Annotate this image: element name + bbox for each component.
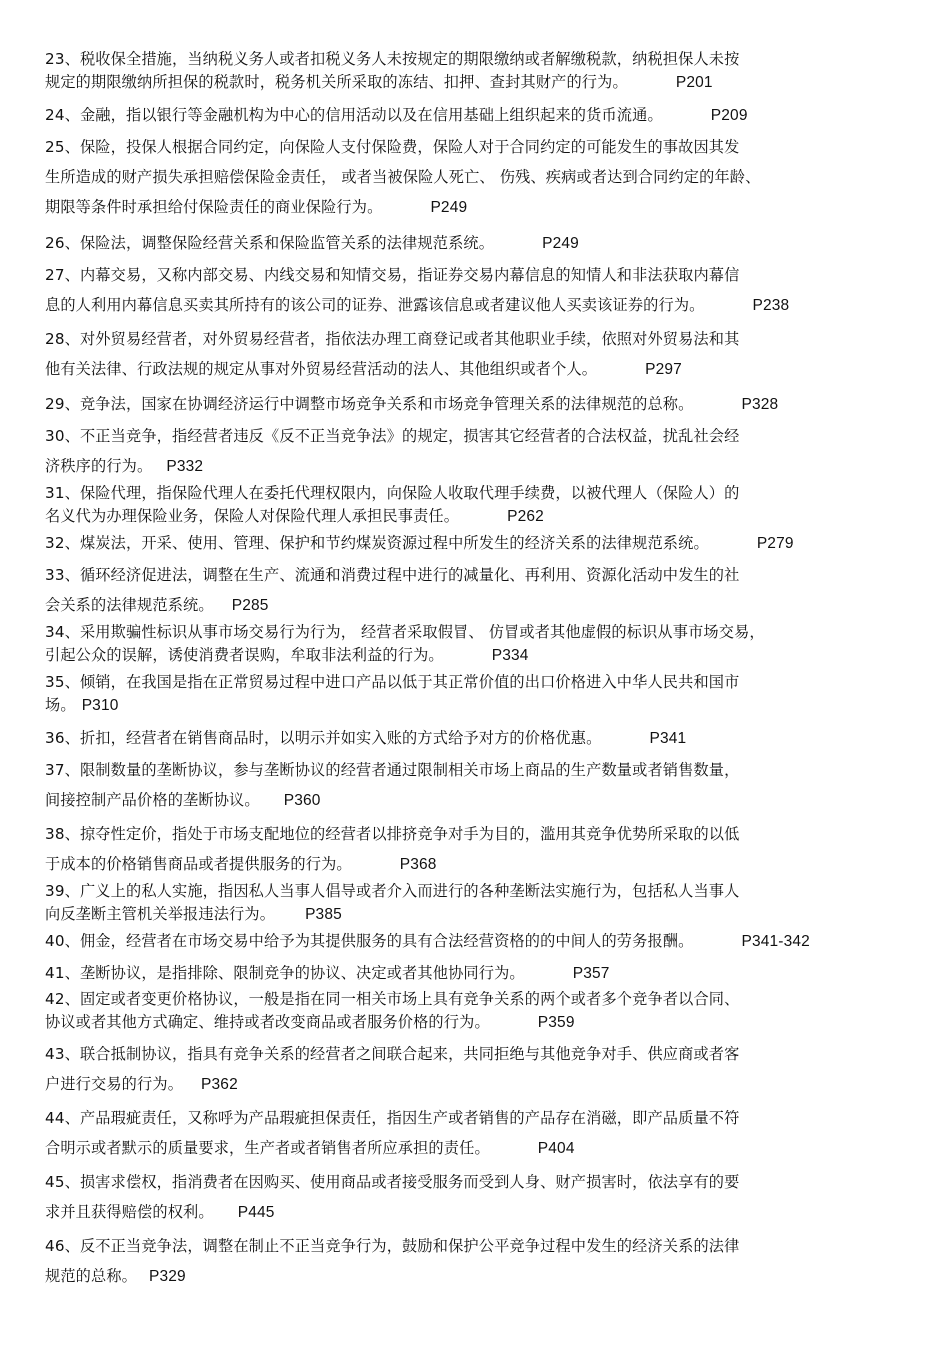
entry-line: 27、内幕交易，又称内部交易、内线交易和知情交易，指证券交易内幕信息的知情人和非法获取内幕信: [45, 266, 740, 284]
entry-line: 37、限制数量的垄断协议，参与垄断协议的经营者通过限制相关市场上商品的生产数量或者销售数量，: [45, 761, 740, 779]
entry-line: 23、税收保全措施，当纳税义务人或者扣税义务人未按规定的期限缴纳或者解缴税款，纳税担保人未按: [45, 50, 740, 68]
entry-line: [45, 232, 915, 255]
entry-line: [45, 71, 915, 94]
entry-33: [45, 564, 915, 617]
entry-line: 43、联合抵制协议，指具有竞争关系的经营者之间联合起来，共同拒绝与其他竞争对手、供应商或者客: [45, 1045, 740, 1063]
entry-24: [45, 104, 915, 127]
entry-line: [45, 532, 915, 555]
entry-line-text: 40、佣金，经营者在市场交易中给予为其提供服务的具有合法经营资格的的中间人的劳务报酬。: [45, 932, 694, 950]
page-reference: P357: [572, 965, 610, 982]
entry-line-text: 引起公众的误解，诱使消费者误购，牟取非法利益的行为。: [45, 646, 444, 664]
entry-line-text: 协议或者其他方式确定、维持或者改变商品或者服务价格的行为。: [45, 1013, 490, 1031]
entry-41: [45, 962, 915, 985]
page-reference: P334: [491, 647, 529, 664]
entry-27: [45, 264, 915, 317]
entry-38: [45, 823, 915, 876]
page-reference: P341-342: [741, 933, 810, 950]
entry-42: [45, 988, 915, 1034]
entry-line: [45, 853, 915, 876]
entry-31: [45, 482, 915, 528]
entry-line-text: 合明示或者默示的质量要求，生产者或者销售者所应承担的责任。: [45, 1139, 490, 1157]
entry-line: 25、保险，投保人根据合同约定，向保险人支付保险费，保险人对于合同约定的可能发生的事故因其发: [45, 138, 740, 156]
page-reference: P201: [675, 74, 713, 91]
entry-23: [45, 48, 915, 94]
entry-line: 44、产品瑕疵责任，又称呼为产品瑕疵担保责任，指因生产或者销售的产品存在消磁，即产品质量不符: [45, 1109, 740, 1127]
page-reference: P329: [149, 1268, 186, 1285]
entry-line: [45, 294, 915, 317]
entry-line: [45, 903, 915, 926]
entry-line: 33、循环经济促进法，调整在生产、流通和消费过程中进行的减量化、再利用、资源化活动中发生的社: [45, 566, 740, 584]
entry-line: [45, 505, 915, 528]
entry-line-text: 场。: [45, 696, 76, 714]
entry-44: [45, 1107, 915, 1160]
page-reference: P328: [741, 396, 779, 413]
page-reference: P249: [542, 235, 579, 252]
entry-line: [45, 694, 915, 717]
entry-line-text: 济秩序的行为。: [45, 457, 153, 475]
entry-line: [45, 789, 915, 812]
entry-line: 46、反不正当竞争法，调整在制止不正当竞争行为，鼓励和保护公平竞争过程中发生的经济关系的法律: [45, 1237, 740, 1255]
entry-26: [45, 232, 915, 255]
page-reference: P279: [756, 535, 794, 552]
page-reference: P238: [752, 297, 790, 314]
entry-line: [45, 1265, 915, 1288]
page-reference: P359: [537, 1014, 575, 1031]
entry-32: [45, 532, 915, 555]
entry-line: 生所造成的财产损失承担赔偿保险金责任， 或者当被保险人死亡、 伤残、疾病或者达到合同约定的年龄、: [45, 168, 761, 186]
entry-line: 35、倾销，在我国是指在正常贸易过程中进口产品以低于其正常价值的出口价格进入中华人民共和国市: [45, 673, 740, 691]
entry-line-text: 于成本的价格销售商品或者提供服务的行为。: [45, 855, 352, 873]
entry-line: [45, 727, 915, 750]
entry-line: 39、广义上的私人实施，指因私人当事人倡导或者介入而进行的各种垄断法实施行为，包括私人当事人: [45, 882, 740, 900]
entry-34: [45, 621, 915, 667]
entry-line-text: 他有关法律、行政法规的规定从事对外贸易经营活动的法人、其他组织或者个人。: [45, 360, 598, 378]
page-reference: P209: [710, 107, 748, 124]
entry-line-text: 求并且获得赔偿的权利。: [45, 1203, 214, 1221]
entry-line-text: 户进行交易的行为。: [45, 1075, 184, 1093]
page-reference: P310: [81, 697, 119, 714]
entry-25: [45, 136, 915, 219]
entry-line: [45, 1011, 915, 1034]
entry-line-text: 名义代为办理保险业务，保险人对保险代理人承担民事责任。: [45, 507, 460, 525]
entry-line: [45, 1073, 915, 1096]
entry-line-text: 29、竞争法，国家在协调经济运行中调整市场竞争关系和市场竞争管理关系的法律规范的总称。: [45, 395, 694, 413]
page-reference: P368: [399, 856, 437, 873]
page-reference: P249: [430, 199, 468, 216]
entry-line-text: 间接控制产品价格的垄断协议。: [45, 791, 260, 809]
entry-line: 45、损害求偿权，指消费者在因购买、使用商品或者接受服务而受到人身、财产损害时，依法享有的要: [45, 1173, 740, 1191]
entry-line-text: 向反垄断主管机关举报违法行为。: [45, 905, 276, 923]
entry-line-text: 期限等条件时承担给付保险责任的商业保险行为。: [45, 198, 383, 216]
page-reference: P404: [537, 1140, 575, 1157]
entry-line: 28、对外贸易经营者，对外贸易经营者，指依法办理工商登记或者其他职业手续，依照对外贸易法和其: [45, 330, 740, 348]
entry-line: [45, 393, 915, 416]
entry-line: 34、采用欺骗性标识从事市场交易行为行为， 经营者采取假冒、 仿冒或者其他虚假的标识从事市场交易，: [45, 623, 765, 641]
page-reference: P360: [283, 792, 321, 809]
entry-line-text: 息的人利用内幕信息买卖其所持有的该公司的证券、泄露该信息或者建议他人买卖该证券的行为。: [45, 296, 705, 314]
entry-line: [45, 1137, 915, 1160]
page-reference: P262: [507, 508, 544, 525]
entry-29: [45, 393, 915, 416]
entry-30: [45, 425, 915, 478]
page-reference: P445: [237, 1204, 275, 1221]
entry-line: [45, 594, 915, 617]
page-reference: P285: [231, 597, 269, 614]
entry-line: 42、固定或者变更价格协议，一般是指在同一相关市场上具有竞争关系的两个或者多个竞争者以合同、: [45, 990, 740, 1008]
entry-line-text: 规范的总称。: [45, 1267, 138, 1285]
entry-line-text: 26、保险法，调整保险经营关系和保险监管关系的法律规范系统。: [45, 234, 495, 252]
entry-45: [45, 1171, 915, 1224]
entry-line: [45, 930, 915, 953]
entry-line: [45, 358, 915, 381]
entry-line-text: 32、煤炭法，开采、使用、管理、保护和节约煤炭资源过程中所发生的经济关系的法律规范系统。: [45, 534, 709, 552]
entry-line: [45, 104, 915, 127]
entry-line: 31、保险代理，指保险代理人在委托代理权限内，向保险人收取代理手续费，以被代理人（保险人）的: [45, 484, 740, 502]
entry-line: [45, 1201, 915, 1224]
entry-line: [45, 644, 915, 667]
entry-line: [45, 196, 915, 219]
entry-28: [45, 328, 915, 381]
page-reference: P297: [645, 361, 682, 378]
entry-line: [45, 455, 915, 478]
entry-line-text: 24、金融，指以银行等金融机构为中心的信用活动以及在信用基础上组织起来的货币流通。: [45, 106, 663, 124]
entry-line-text: 41、垄断协议，是指排除、限制竞争的协议、决定或者其他协同行为。: [45, 964, 525, 982]
entry-line: [45, 962, 915, 985]
entry-43: [45, 1043, 915, 1096]
entry-35: [45, 671, 915, 717]
entry-40: [45, 930, 915, 953]
page-reference: P362: [201, 1076, 238, 1093]
page-reference: P332: [166, 458, 204, 475]
page-reference: P385: [305, 906, 342, 923]
entry-line-text: 会关系的法律规范系统。: [45, 596, 214, 614]
entry-line: 38、掠夺性定价，指处于市场支配地位的经营者以排挤竞争对手为目的，滥用其竞争优势所采取的以低: [45, 825, 740, 843]
entry-line: 30、不正当竞争，指经营者违反《反不正当竞争法》的规定，损害其它经营者的合法权益，扰乱社会经: [45, 427, 740, 445]
entry-46: [45, 1235, 915, 1288]
entry-line-text: 规定的期限缴纳所担保的税款时，税务机关所采取的冻结、扣押、查封其财产的行为。: [45, 73, 628, 91]
entry-39: [45, 880, 915, 926]
entry-37: [45, 759, 915, 812]
page-reference: P341: [649, 730, 687, 747]
entry-36: [45, 727, 915, 750]
entry-line-text: 36、折扣，经营者在销售商品时，以明示并如实入账的方式给予对方的价格优惠。: [45, 729, 602, 747]
